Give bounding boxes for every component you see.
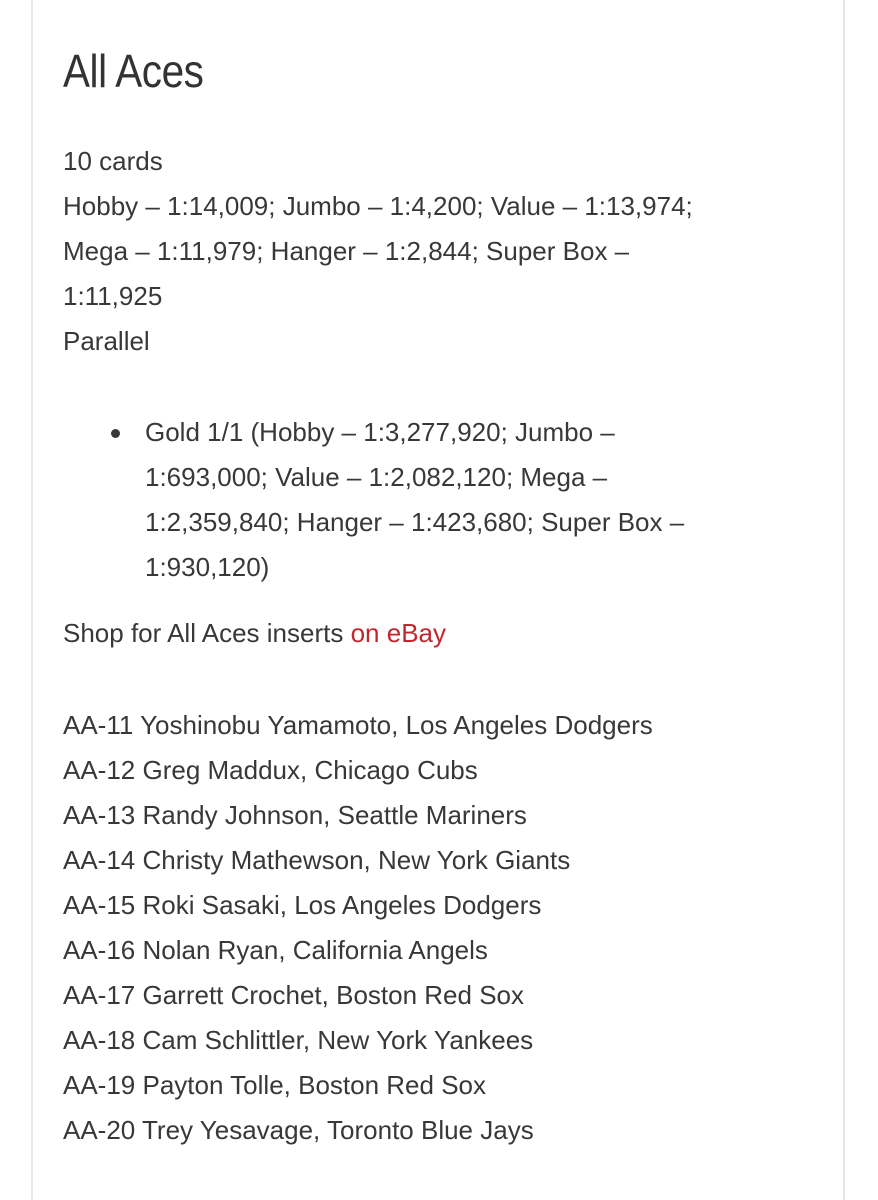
shop-line: [63, 611, 446, 656]
checklist-item: AA-18 Cam Schlittler, New York Yankees: [63, 1025, 534, 1055]
parallel-heading: Parallel: [63, 326, 150, 356]
odds-line: Hobby – 1:14,009; Jumbo – 1:4,200; Value – 1:13,974;: [63, 191, 693, 221]
section-title: All Aces: [63, 45, 204, 97]
parallel-line: 1:693,000; Value – 1:2,082,120; Mega –: [145, 462, 608, 492]
odds-line: 1:11,925: [63, 281, 163, 311]
checklist-item: AA-12 Greg Maddux, Chicago Cubs: [63, 755, 478, 785]
insert-info: [63, 139, 833, 364]
parallel-line: 1:2,359,840; Hanger – 1:423,680; Super Box –: [145, 507, 685, 537]
checklist-item: AA-13 Randy Johnson, Seattle Mariners: [63, 800, 527, 830]
checklist-item: AA-11 Yoshinobu Yamamoto, Los Angeles Dodgers: [63, 710, 653, 740]
card-count: 10 cards: [63, 146, 163, 176]
checklist-item: AA-14 Christy Mathewson, New York Giants: [63, 845, 571, 875]
checklist-item: AA-20 Trey Yesavage, Toronto Blue Jays: [63, 1115, 534, 1145]
ebay-link[interactable]: on eBay: [350, 618, 446, 648]
parallel-item: [145, 410, 785, 590]
parallel-line: Gold 1/1 (Hobby – 1:3,277,920; Jumbo –: [145, 417, 615, 447]
bullet-icon: [111, 429, 120, 438]
odds-line: Mega – 1:11,979; Hanger – 1:2,844; Super Box –: [63, 236, 630, 266]
checklist-item: AA-19 Payton Tolle, Boston Red Sox: [63, 1070, 486, 1100]
checklist-item: AA-15 Roki Sasaki, Los Angeles Dodgers: [63, 890, 542, 920]
checklist-item: AA-16 Nolan Ryan, California Angels: [63, 935, 488, 965]
checklist-item: AA-17 Garrett Crochet, Boston Red Sox: [63, 980, 524, 1010]
checklist: [63, 703, 653, 1153]
parallel-list: [145, 410, 785, 590]
parallel-line: 1:930,120): [145, 552, 270, 582]
shop-text: Shop for All Aces inserts: [63, 618, 351, 648]
